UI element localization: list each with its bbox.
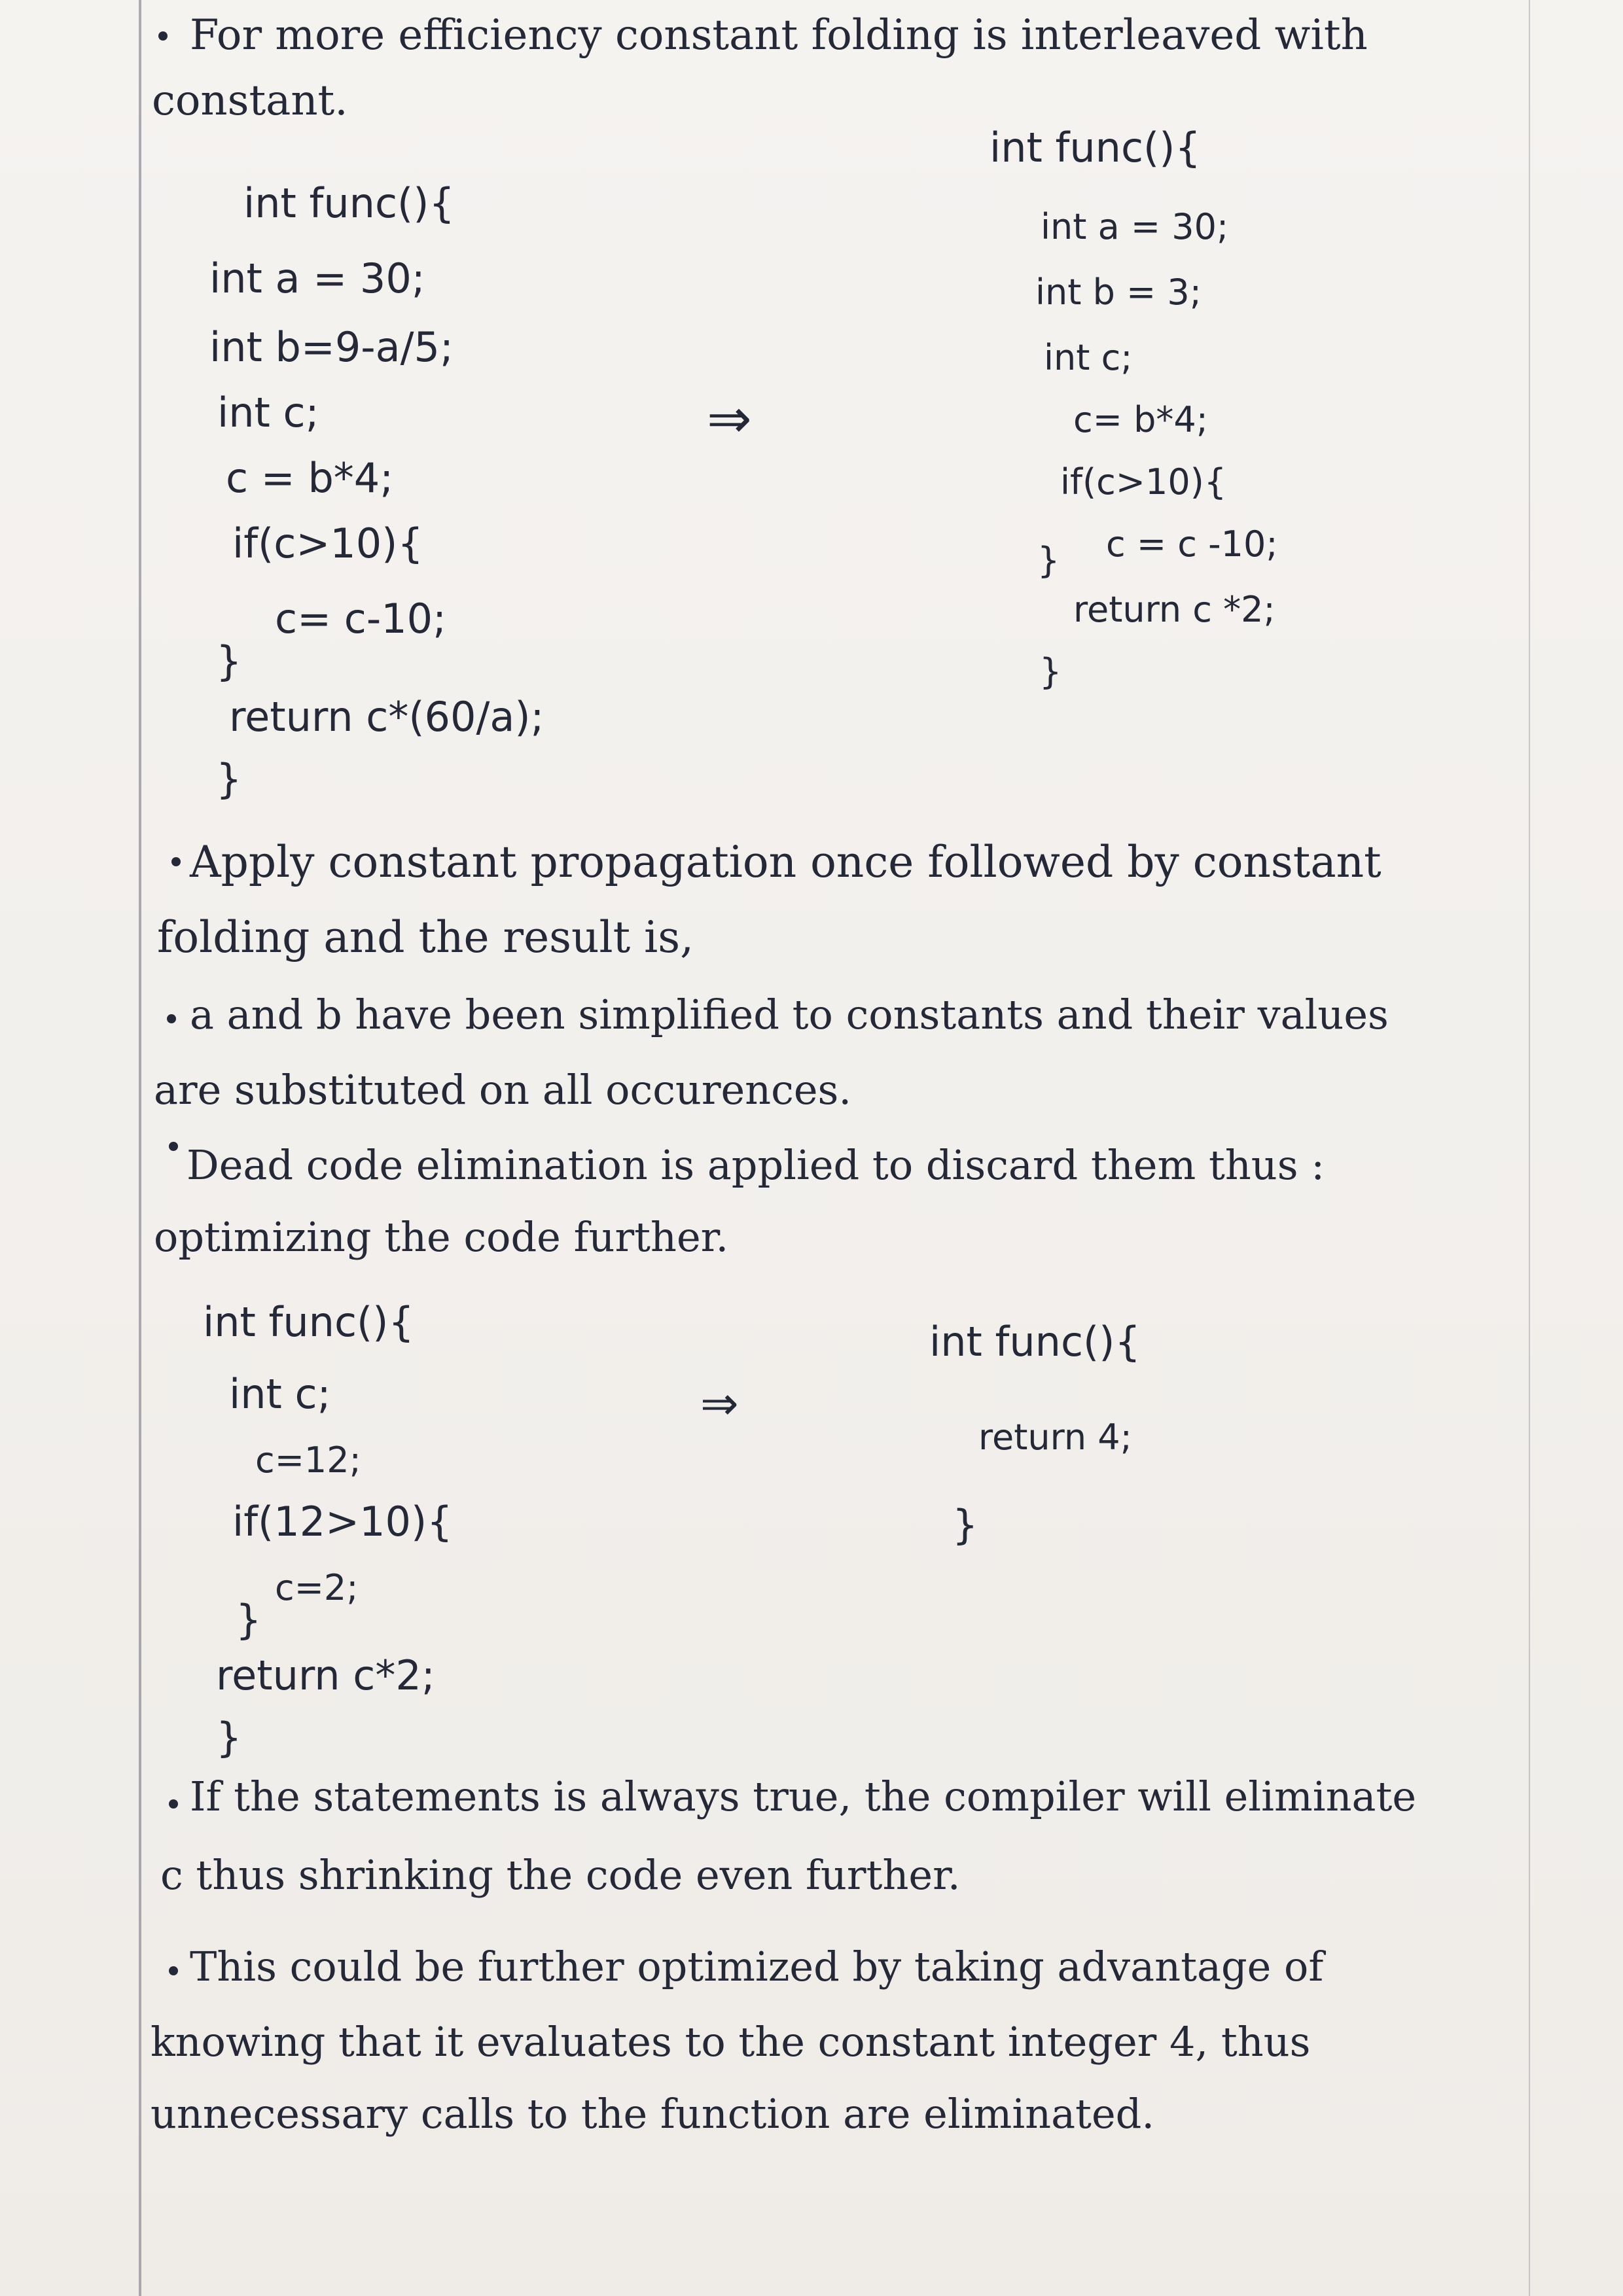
code1-right-line-7: c = c -10; [1106, 523, 1278, 565]
bullet-3 [167, 1014, 176, 1023]
paragraph-2-line-2: folding and the result is, [157, 912, 694, 963]
left-margin-line [139, 0, 141, 2296]
paragraph-6-line-2: knowing that it evaluates to the constant integer 4, thus [151, 2018, 1311, 2066]
transform-arrow-1: ⇒ [707, 388, 752, 450]
right-margin-line [1529, 0, 1530, 2296]
code2-right-line-3: } [952, 1501, 978, 1549]
code1-right-line-3: int b = 3; [1035, 272, 1202, 313]
code1-left-line-8: } [216, 637, 242, 685]
code1-right-line-9: return c *2; [1073, 589, 1275, 630]
code1-right-line-8: } [1037, 540, 1060, 581]
code1-left-line-6: if(c>10){ [232, 520, 423, 567]
code1-right-line-4: int c; [1044, 337, 1133, 378]
code2-left-line-7: return c*2; [216, 1651, 435, 1699]
code1-right-line-2: int a = 30; [1041, 206, 1229, 247]
paragraph-5-line-1: If the statements is always true, the compiler will eliminate [190, 1773, 1417, 1820]
paragraph-4-line-1: Dead code elimination is applied to discard them thus : [187, 1141, 1325, 1189]
code2-left-line-6: } [236, 1596, 262, 1644]
code2-left-line-3: c=12; [255, 1439, 361, 1481]
paragraph-6-line-1: This could be further optimized by taking advantage of [190, 1943, 1324, 1990]
code1-left-line-5: c = b*4; [226, 454, 394, 502]
transform-arrow-2: ⇒ [700, 1377, 739, 1430]
code1-left-line-9: return c*(60/a); [229, 693, 544, 741]
code1-right-line-1: int func(){ [990, 124, 1201, 171]
code1-left-line-1: int func(){ [243, 179, 455, 227]
bullet-4 [169, 1142, 178, 1151]
paragraph-5-line-2: c thus shrinking the code even further. [160, 1851, 961, 1899]
code2-left-line-2: int c; [229, 1370, 331, 1418]
paragraph-3-line-2: are substituted on all occurences. [154, 1066, 852, 1114]
paragraph-1-line-1: For more efficiency constant folding is interleaved with [190, 11, 1368, 60]
code2-right-line-1: int func(){ [929, 1318, 1141, 1366]
code1-left-line-2: int a = 30; [209, 255, 425, 302]
code2-left-line-8: } [216, 1714, 242, 1761]
code2-left-line-1: int func(){ [203, 1298, 414, 1346]
code1-right-line-5: c= b*4; [1073, 399, 1208, 440]
code1-left-line-3: int b=9-a/5; [209, 323, 454, 371]
code2-left-line-4: if(12>10){ [232, 1498, 453, 1545]
paragraph-2-line-1: Apply constant propagation once followed by constant [190, 837, 1382, 887]
bullet-5 [169, 1799, 178, 1809]
code1-left-line-7: c= c-10; [275, 595, 446, 643]
paragraph-3-line-1: a and b have been simplified to constants and their values [190, 991, 1389, 1038]
paragraph-6-line-3: unnecessary calls to the function are eliminated. [151, 2090, 1155, 2138]
paragraph-4-line-2: optimizing the code further. [154, 1213, 729, 1261]
code2-right-line-2: return 4; [978, 1417, 1132, 1458]
code1-right-line-6: if(c>10){ [1060, 461, 1227, 503]
code1-left-line-4: int c; [217, 389, 319, 436]
bullet-2 [171, 857, 181, 866]
bullet-1 [158, 31, 168, 41]
code1-left-line-10: } [216, 755, 242, 803]
bullet-6 [169, 1966, 178, 1975]
code2-left-line-5: c=2; [275, 1567, 359, 1608]
code1-right-line-10: } [1039, 651, 1062, 692]
paragraph-1-line-2: constant. [152, 77, 348, 125]
